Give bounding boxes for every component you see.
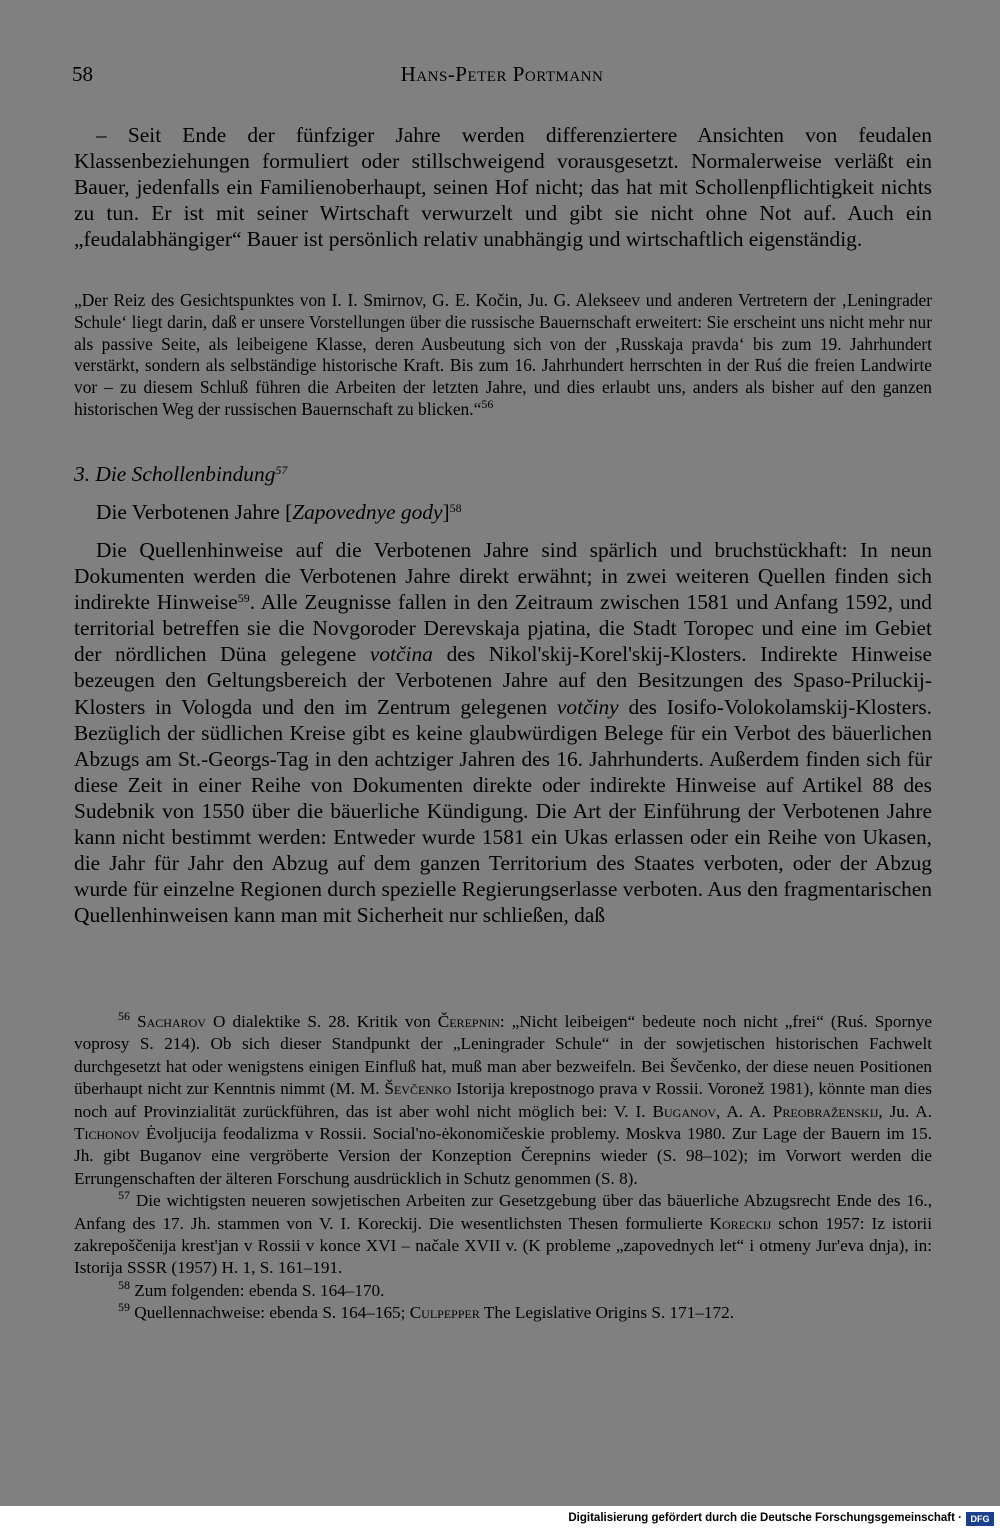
paragraph-2 — [74, 537, 932, 928]
footnote-59-text-2: The Legislative Origins S. 171–172. — [479, 1303, 734, 1323]
paragraph-2-part-c: des Nikol'skij-Korel'skij-Klosters. Indirekte Hinweise bezeugen den Geltungsbereich der Verbotenen Jahre auf den Besitzungen des Spaso-Priluckij-Klosters in Vologda und den im Zentrum gelegenen — [74, 642, 932, 719]
author-sevcenko: Ševčenko — [384, 1079, 452, 1099]
section-heading-text: 3. Die Schollenbindung — [74, 462, 276, 486]
footnote-58-number: 58 — [118, 1277, 130, 1292]
footnote-ref-58: 58 — [449, 501, 462, 515]
footer-credit: Digitalisierung gefördert durch die Deutsche Forschungsgemeinschaft · — [568, 1512, 962, 1524]
footnote-ref-59: 59 — [237, 591, 250, 606]
paragraph-1-text: – Seit Ende der fünfziger Jahre werden differenziertere Ansichten von feudalen Klassenbeziehungen formuliert oder stillschweigend vorausgesetzt. Normalerweise verläßt ein Bauer, jedenfalls ein Familienoberhaupt, seinen Hof nicht; das hat mit Schollenpflichtigkeit nichts zu tun. Er ist mit seiner Wirtschaft verwurzelt und gibt sie nicht ohne Not auf. Auch ein „feudalabhängiger“ Bauer ist persönlich relativ unabhängig und wirtschaftlich eigenständig. — [74, 123, 932, 252]
footnote-ref-57: 57 — [275, 463, 288, 477]
footnote-56 — [74, 1011, 932, 1190]
running-head: Hans-Peter Portmann — [400, 62, 604, 86]
footnote-57-text-2: schon 1957: Iz istorii zakrepoščenija krest'jan v Rossii v konce XVI – načale XVII v. (K probleme „zapovednych let“ i otmeny Jur'eva dnja), in: Istorija SSSR (1957) H. 1, S. 161–191. — [74, 1213, 932, 1278]
author-cerepnin: Čerepnin — [437, 1012, 500, 1031]
quote-text: „Der Reiz des Gesichtspunktes von I. I. Smirnov, G. E. Kočin, Ju. G. Alekseev und anderen Vertretern der ‚Leningrader Schule‘ liegt darin, daß er unsere Vorstellungen über die russische Bauernschaft erweitert: Sie erscheint uns nicht mehr nur als passive Seite, als leibeigene Klasse, deren Ausbeutung sich von der ‚Russkaja pravda‘ bis zum 19. Jahrhundert verstärkt, sondern als selbständige historische Kraft. Bis zum 16. Jahrhundert herrschten in der Ruś die freien Landwirte vor – zu diesem Schluß führen die Arbeiten der letzten Jahre, und dies erlaubt uns, anders als bisher auf den ganzen historischen Weg der russischen Bauernschaft zu blicken.“ — [74, 290, 932, 419]
author-sacharov: Sacharov — [137, 1012, 206, 1031]
term-votcina: votčina — [369, 642, 433, 667]
author-tichonov: Tichonov — [74, 1124, 140, 1144]
paragraph-2-part-d: des Iosifo-Volokolamskij-Klosters. Bezüglich der südlichen Kreise gibt es keine glaubwürdigen Belege für ein Verbot des bäuerlichen Abzugs am St.-Georgs-Tag in den achtziger Jahren des 16. Jahrhunderts. Außerdem finden sich für diese Zeit in einer Reihe von Dokumenten direkte oder indirekte Hinweise auf Artikel 88 des Sudebnik von 1550 über die bäuerliche Kündigung. Die Art der Einführung der Verbotenen Jahre kann nicht bestimmt werden: Entweder wurde 1581 ein Ukas erlassen oder ein Reihe von Ukasen, die Jahr für Jahr den Abzug auf dem ganzen Territorium des Staates verboten, oder der Abzug wurde für einzelne Regionen durch spezielle Regierungserlasse verboten. Aus den fragmentarischen Quellenhinweisen kann man mit Sicherheit nur schließen, daß — [74, 694, 932, 928]
footnote-56-text-3: Istorija krepostnogo prava v Rossii. Voronež 1981), könnte man dies noch auf Provinzialität zurückführen, das ist aber wohl nicht möglich bei: V. I. — [74, 1079, 932, 1121]
subsection-heading — [96, 500, 932, 525]
term-votciny: votčiny — [556, 694, 619, 719]
page-header — [72, 62, 932, 92]
footnote-56-text-1: O dialektike S. 28. Kritik von — [205, 1012, 438, 1031]
paragraph-2-part-a: Die Quellenhinweise auf die Verbotenen Jahre sind spärlich und bruchstückhaft: In neun Dokumenten werden die Verbotenen Jahre direkt erwähnt; in zwei weiteren Quellen finden sich indirekte Hinweise — [74, 538, 932, 615]
footnote-59 — [74, 1302, 932, 1324]
footnote-56-text-6: Ėvoljucija feodalizma v Rossii. Social'no-ėkonomičeskie problemy. Moskva 1980. Zur Lage der Bauern im 15. Jh. gibt Buganov eine vergröberte Version der Konzeption Čerepnins wieder (S. 98–102); im Vorwort werden die Errungenschaften der älteren Forschung ausdrücklich in Schutz genommen (S. 8). — [74, 1124, 932, 1188]
paragraph-2-part-b: . Alle Zeugnisse fallen in den Zeitraum zwischen 1581 und Anfang 1592, und territorial betreffen sie die Novgoroder Derevskaja pjatina, die Stadt Toropec und eine im Gebiet der nördlichen Düna gelegene — [74, 590, 932, 667]
footnote-59-number: 59 — [118, 1300, 130, 1315]
footnotes — [74, 1011, 932, 1325]
quote-paragraph — [74, 290, 932, 421]
footnote-56-number: 56 — [118, 1009, 130, 1023]
paragraph-2-text — [74, 537, 932, 928]
footnote-ref-56: 56 — [481, 396, 494, 411]
footnote-56-text-2: : „Nicht leibeigen“ bedeute noch nicht „frei“ (Ruś. Spornye voprosy S. 214). Ob sich dieser Standpunkt der „Leningrader Schule“ in der sowjetischen historischen Fachwelt durchgesetzt hat oder wenigstens einigen Einfluß hat, muß man aber bezweifeln. Bei Ševčenko, der diese neuen Positionen überhaupt nicht zur Kenntnis nimmt (M. M. — [74, 1012, 932, 1099]
page-number: 58 — [72, 62, 93, 86]
footnote-59-text-1: Quellennachweise: ebenda S. 164–165; — [134, 1303, 410, 1323]
paragraph-1 — [74, 122, 932, 252]
footnote-58-text: Zum folgenden: ebenda S. 164–170. — [134, 1280, 385, 1300]
subsection-heading-post: ] — [442, 500, 450, 524]
footer-bar — [0, 1506, 1000, 1532]
block-quote — [74, 290, 932, 421]
dfg-logo: DFG — [966, 1512, 994, 1526]
footnote-56-text-4: , A. A. — [716, 1101, 773, 1121]
subsection-heading-italic: Zapovednye gody — [292, 500, 443, 524]
author-preobrazenskij: Preobraženskij — [772, 1101, 879, 1121]
author-koreckij: Koreckij — [709, 1213, 772, 1233]
footnote-57-text-1: Die wichtigsten neueren sowjetischen Arbeiten zur Gesetzgebung über das bäuerliche Abzugsrecht Ende des 16., Anfang des 17. Jh. stammen von V. I. Koreckij. Die wesentlichsten Thesen formulierte — [74, 1191, 932, 1233]
footnote-57 — [74, 1190, 932, 1280]
footnote-57-number: 57 — [118, 1188, 130, 1203]
author-culpepper: Culpepper — [409, 1303, 480, 1323]
subsection-heading-pre: Die Verbotenen Jahre [ — [96, 500, 293, 524]
author-buganov: Buganov — [652, 1101, 716, 1121]
section-heading — [74, 462, 932, 487]
footnote-56-text-5: , Ju. A. — [878, 1101, 932, 1121]
footnote-58 — [74, 1277, 932, 1302]
